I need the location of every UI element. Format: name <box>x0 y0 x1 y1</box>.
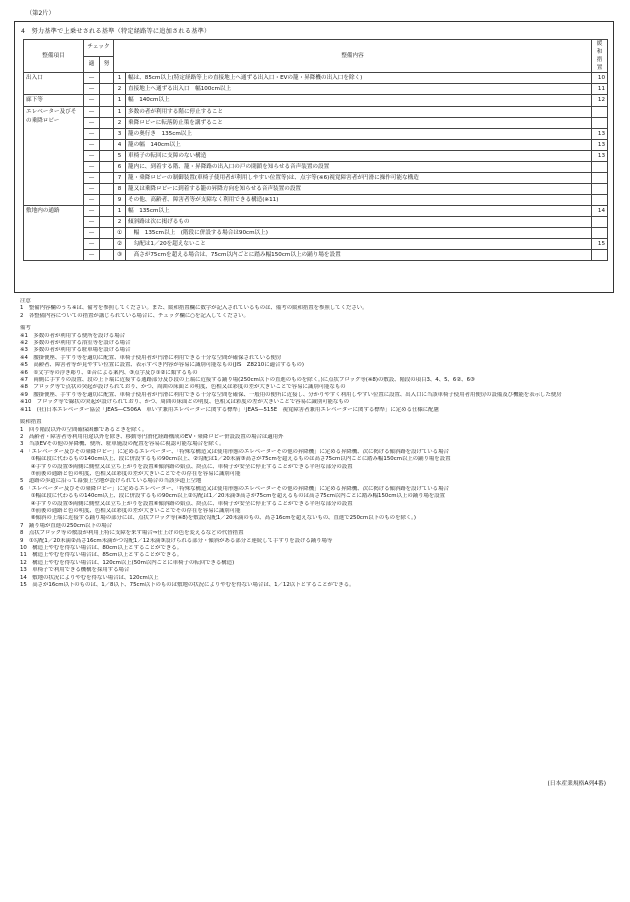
note-line: 11 構造上やむを得ない場合は、85cm以上とすることができる。 <box>20 552 183 559</box>
relief-number: 11 <box>592 84 608 95</box>
table-row <box>24 118 608 129</box>
row-number: ③ <box>114 250 126 261</box>
standards-frame <box>14 21 614 293</box>
note-line: 7 踊り場が直進の250cm以下の場合 <box>20 522 113 529</box>
header-relief: 緩和措置 <box>592 40 608 73</box>
note-line: 注意 <box>20 298 31 304</box>
note-line: 8 点状ブロック等の敷設が利用上特に支障を来す場合⇒仕上げの色を変えるなどの代替措置 <box>20 530 244 537</box>
check-cell-b[interactable] <box>100 95 114 107</box>
row-number: 4 <box>114 140 126 151</box>
relief-number <box>592 118 608 129</box>
relief-number <box>592 107 608 118</box>
check-cell-a[interactable]: — <box>84 84 100 95</box>
check-cell-b[interactable] <box>100 239 114 250</box>
row-content: 幅は、85cm以上(特定経路等上の直接地上へ通ずる出入口・EVの籠・昇降機の出入口を除く) <box>126 73 592 84</box>
note-line: ④手すりの設置⑤両側に側壁又は立ち上がりを設置⑥傾斜路の始点、終点に、車椅子が安全に停止することができる平坦な部分の設置 <box>20 463 353 470</box>
note-line: 1 回り階段以外の空間確保困難であるときを除く。 <box>20 426 148 433</box>
check-cell-b[interactable] <box>100 129 114 140</box>
check-cell-a[interactable]: — <box>84 151 100 162</box>
header-check-a: 適 <box>84 56 100 73</box>
note-line: 1 整備内容欄のうち※は、備考を参照してください。また、緩和措置欄に数字が記入されているものは、備考の緩和措置を参照してください。 <box>20 305 368 312</box>
note-line: ※7 両側に手すりの設置、段の上下端に近接する通路部分及び段の上端に近接する踊り場(250cm以下の直進のものを除く。)に点状ブロック等(※8)の敷設、階段の項目3、4、5、6②、6③ <box>20 377 475 384</box>
check-cell-b[interactable] <box>100 228 114 239</box>
table-row <box>24 107 608 118</box>
relief-number: 15 <box>592 239 608 250</box>
note-line: ※8 ブロック等で点状の突起が設けられており、かつ、周囲の床面との明度、色相又は彩度の差が大きいことで容易に識別可能なもの <box>20 384 346 391</box>
standards-table <box>23 39 608 261</box>
note-line: 15 高さが16cm以下のものは、1／8以下、75cm以下のものは敷地の状況によりやむを得ない場合は、1／12以下とすることができる。 <box>20 582 355 589</box>
note-line: ※6 ①文字等の浮き彫り、②音による案内、③点字及び①②に類するもの <box>20 369 198 376</box>
header-content: 整備内容 <box>114 40 592 73</box>
relief-number <box>592 217 608 228</box>
check-cell-b[interactable] <box>100 184 114 195</box>
check-cell-b[interactable] <box>100 162 114 173</box>
note-line: ①幅は段に代わるもの140cm以上、段に併設するもの90cm以上②勾配は1／20未満③高さが75cmを超えるものは高さ75cm以内ごとに踏み幅150cm以上の踊り場を設置 <box>20 493 446 500</box>
table-row <box>24 250 608 261</box>
row-content: 車椅子の転回に支障のない構造 <box>126 151 592 162</box>
row-number: 6 <box>114 162 126 173</box>
check-cell-a[interactable]: — <box>84 228 100 239</box>
table-row <box>24 151 608 162</box>
table-row <box>24 228 608 239</box>
check-cell-b[interactable] <box>100 217 114 228</box>
note-line: ⑧傾斜の上端に近接する踊り場の部分には、点状ブロック等(※8)を敷設(勾配1／20未満のもの、高さ16cmを超えないもの、直進で250cm以下のものを除く。) <box>20 515 416 522</box>
note-line: ※3 多数の者が利用する駐車場を設ける場合 <box>20 347 131 354</box>
note-line: ⑦前後の通路と色の明度、色相又は彩度の差が大きいことでその存在を容易に識別可能 <box>20 507 241 514</box>
check-cell-b[interactable] <box>100 151 114 162</box>
row-content: 籠内に、到着する階、籠・昇降路の出入口の戸の閉鎖を知らせる音声装置の設置 <box>126 162 592 173</box>
check-cell-a[interactable]: — <box>84 118 100 129</box>
row-content: 高さが75cmを超える場合は、75cm以内ごとに踏み幅150cm以上の踊り場を設置 <box>126 250 592 261</box>
row-number: 1 <box>114 73 126 84</box>
check-cell-b[interactable] <box>100 73 114 84</box>
relief-number: 12 <box>592 95 608 107</box>
check-cell-a[interactable]: — <box>84 195 100 206</box>
note-line: 緩和措置 <box>20 419 42 426</box>
row-number: 5 <box>114 151 126 162</box>
row-content: 幅 135cm以上 <box>126 206 592 217</box>
page-number: （第2片） <box>26 10 55 17</box>
row-number: 2 <box>114 217 126 228</box>
row-number: 2 <box>114 84 126 95</box>
item-label: 出入口 <box>24 73 84 95</box>
check-cell-a[interactable]: — <box>84 140 100 151</box>
note-line: ※11 (社)日本エレベーター協会「JEAS—C506A 車いす兼用エレベーターに関する標準」「JEAS—515E 視覚障害者兼用エレベーターに関する標準」に定める仕様に配慮 <box>20 406 439 413</box>
check-cell-b[interactable] <box>100 107 114 118</box>
check-cell-b[interactable] <box>100 195 114 206</box>
relief-number: 14 <box>592 206 608 217</box>
table-row <box>24 95 608 107</box>
table-row <box>24 195 608 206</box>
check-cell-a[interactable]: — <box>84 206 100 217</box>
note-line: 12 構造上やむを得ない場合は、120cm以上(50m以内ごとに車椅子の転回できる構造) <box>20 559 235 566</box>
relief-number <box>592 162 608 173</box>
note-line: ※5 高齢者、障害者等が見やすい位置に設置、表示すべき内容が容易に識別可能なもの(JIS Z8210に適合するもの) <box>20 362 305 369</box>
check-cell-a[interactable]: — <box>84 217 100 228</box>
row-content: 傾斜路は次に掲げるもの <box>126 217 592 228</box>
row-number: ① <box>114 228 126 239</box>
table-row <box>24 140 608 151</box>
table-row <box>24 84 608 95</box>
row-content: 勾配は1／20を超えないこと <box>126 239 592 250</box>
note-line: 2 高齢者・障害者等利用用途以外を除き、移動等円滑化経路構成のEV・乗降ロビー併設設置の場合は適用外 <box>20 433 284 440</box>
check-cell-a[interactable]: — <box>84 107 100 118</box>
row-number: 1 <box>114 206 126 217</box>
table-row <box>24 162 608 173</box>
row-content: 籠の奥行き 135cm以上 <box>126 129 592 140</box>
check-cell-b[interactable] <box>100 250 114 261</box>
note-line: 5 道路の歩道に沿って幕張上空地が設けられている場合の当該歩道上空地 <box>20 478 202 485</box>
item-label: エレベーター及びその乗降ロビー <box>24 107 84 206</box>
header-check-b: 努 <box>100 56 114 73</box>
note-line: 2 各整備内容についての措置が講じられている場合に、チェック欄に○を記入してください。 <box>20 312 249 319</box>
header-item: 整備項目 <box>24 40 84 73</box>
note-line: 4 「エレベーター及びその乗降ロビー」に定めるエレベーター、「特殊な構造又は使用形態のエレベーターその他の昇降機」に定める昇降機、次に掲げる傾斜路を設けている場合 <box>20 448 449 455</box>
relief-number: 13 <box>592 140 608 151</box>
table-row <box>24 217 608 228</box>
note-line: ①幅は段に代わるもの140cm以上、段に併設するもの90cm以上、②勾配は1／20未満③高さが75cmを超えるものは高さ75cm以内ごとに踏み幅150cm以上の踊り場を設置 <box>20 456 451 463</box>
relief-number <box>592 184 608 195</box>
check-cell-a[interactable]: — <box>84 239 100 250</box>
row-number: 1 <box>114 95 126 107</box>
item-label: 廊下等 <box>24 95 84 107</box>
check-cell-a[interactable]: — <box>84 162 100 173</box>
relief-number: 13 <box>592 129 608 140</box>
table-row <box>24 173 608 184</box>
relief-number <box>592 250 608 261</box>
relief-number <box>592 195 608 206</box>
footer-note: (日本産業規格A列4番) <box>547 781 606 787</box>
row-content: 籠又は乗降ロビーに到着する籠の昇降方向を知らせる音声装置の設置 <box>126 184 592 195</box>
check-cell-a[interactable]: — <box>84 173 100 184</box>
check-cell-a[interactable]: — <box>84 250 100 261</box>
row-content: その他、高齢者、障害者等が支障なく利用できる構造(※11) <box>126 195 592 206</box>
relief-number: 10 <box>592 73 608 84</box>
row-content: 籠・乗降ロビーの制御装置(車椅子使用者が利用しやすい位置等)は、点字等(※6)視覚障害者が円滑に操作可能な構造 <box>126 173 592 184</box>
note-line: ④手すりの設置⑤両側に側壁又は立ち上がりを設置⑥傾斜路の始点、終点に、車椅子が安全に停止することができる平坦な部分の設置 <box>20 500 353 507</box>
row-number: 1 <box>114 107 126 118</box>
check-cell-b[interactable] <box>100 118 114 129</box>
check-cell-b[interactable] <box>100 84 114 95</box>
check-cell-a[interactable]: — <box>84 184 100 195</box>
section-title: 4 努力基準で上乗せされる基準（特定経路等に追加される基準） <box>21 28 211 35</box>
relief-number <box>592 228 608 239</box>
row-content: 籠の幅 140cm以上 <box>126 140 592 151</box>
note-line: ※10 ブロック等で線状の突起が設けられており、かつ、周囲の床面との明度、色相又は彩度の差が大きいことで容易に識別可能なもの <box>20 399 350 406</box>
item-label: 敷地内の通路 <box>24 206 84 261</box>
note-line: 備考 <box>20 325 31 332</box>
row-number: 9 <box>114 195 126 206</box>
table-row <box>24 239 608 250</box>
table-row <box>24 73 608 84</box>
check-cell-a[interactable]: — <box>84 129 100 140</box>
check-cell-b[interactable] <box>100 173 114 184</box>
note-line: ※1 多数の者が利用する便所を設ける場合 <box>20 332 125 339</box>
relief-number <box>592 173 608 184</box>
row-number: 7 <box>114 173 126 184</box>
note-line: 9 ①勾配1／20未満②高さ16cm未満かつ勾配1／12未満③設けられる部分・傾斜がある部分と連続して手すりを設ける踊り場等 <box>20 537 333 544</box>
row-content: 幅 135cm以上 (階段に併設する場合は90cm以上) <box>126 228 592 239</box>
note-line: 3 当該EVその他の昇降機、便所、駐車施設の配置を容易に視認可能な場合を除く。 <box>20 441 225 448</box>
check-cell-b[interactable] <box>100 206 114 217</box>
notes-section <box>20 298 620 589</box>
check-cell-a[interactable]: — <box>84 73 100 84</box>
table-row <box>24 129 608 140</box>
row-number: 3 <box>114 129 126 140</box>
note-line: ※2 多数の者が利用する浴室等を設ける場合 <box>20 340 131 347</box>
header-check: チェック <box>84 40 114 57</box>
note-line: 10 構造上やむを得ない場合は、80cm以上とすることができる。 <box>20 545 183 551</box>
note-line: ※9 腰掛便座、手すり等を適切に配置、車椅子使用者が円滑に利用できる十分な空間を確保、一般用の便所に近接し、分かりやすく利用しやすい位置に設置、出入口に当該車椅子使用者用便房の設備及び機能を表示した便房 <box>20 391 562 398</box>
note-line: 13 車椅子で利用できる機構を採用する場合 <box>20 567 130 574</box>
row-content: 直接地上へ通ずる出入口 幅100cm以上 <box>126 84 592 95</box>
relief-number: 13 <box>592 151 608 162</box>
table-row <box>24 206 608 217</box>
note-line: 6 「エレベーター及びその乗降ロビー」に定めるエレベーター、「特殊な構造又は使用形態のエレベーターその他の昇降機」に定める昇降機、次に掲げる傾斜路を設けている場合 <box>20 485 449 492</box>
note-line: ⑦前後の通路と色の明度、色相又は彩度の差が大きいことでその存在を容易に識別可能 <box>20 470 241 477</box>
row-number: 8 <box>114 184 126 195</box>
check-cell-b[interactable] <box>100 140 114 151</box>
row-number: 2 <box>114 118 126 129</box>
row-content: 乗降ロビーに転落防止策を講ずること <box>126 118 592 129</box>
row-content: 多数の者が利用する階に停止すること <box>126 107 592 118</box>
note-line: ※4 腰掛便座、手すり等を適切に配置、車椅子使用者が円滑に利用できる十分な空間が確保されている便房 <box>20 354 282 361</box>
check-cell-a[interactable]: — <box>84 95 100 107</box>
row-number: ② <box>114 239 126 250</box>
row-content: 幅 140cm以上 <box>126 95 592 107</box>
table-row <box>24 184 608 195</box>
note-line: 14 敷地の状況によりやむを得ない場合は、120cm以上 <box>20 574 159 581</box>
